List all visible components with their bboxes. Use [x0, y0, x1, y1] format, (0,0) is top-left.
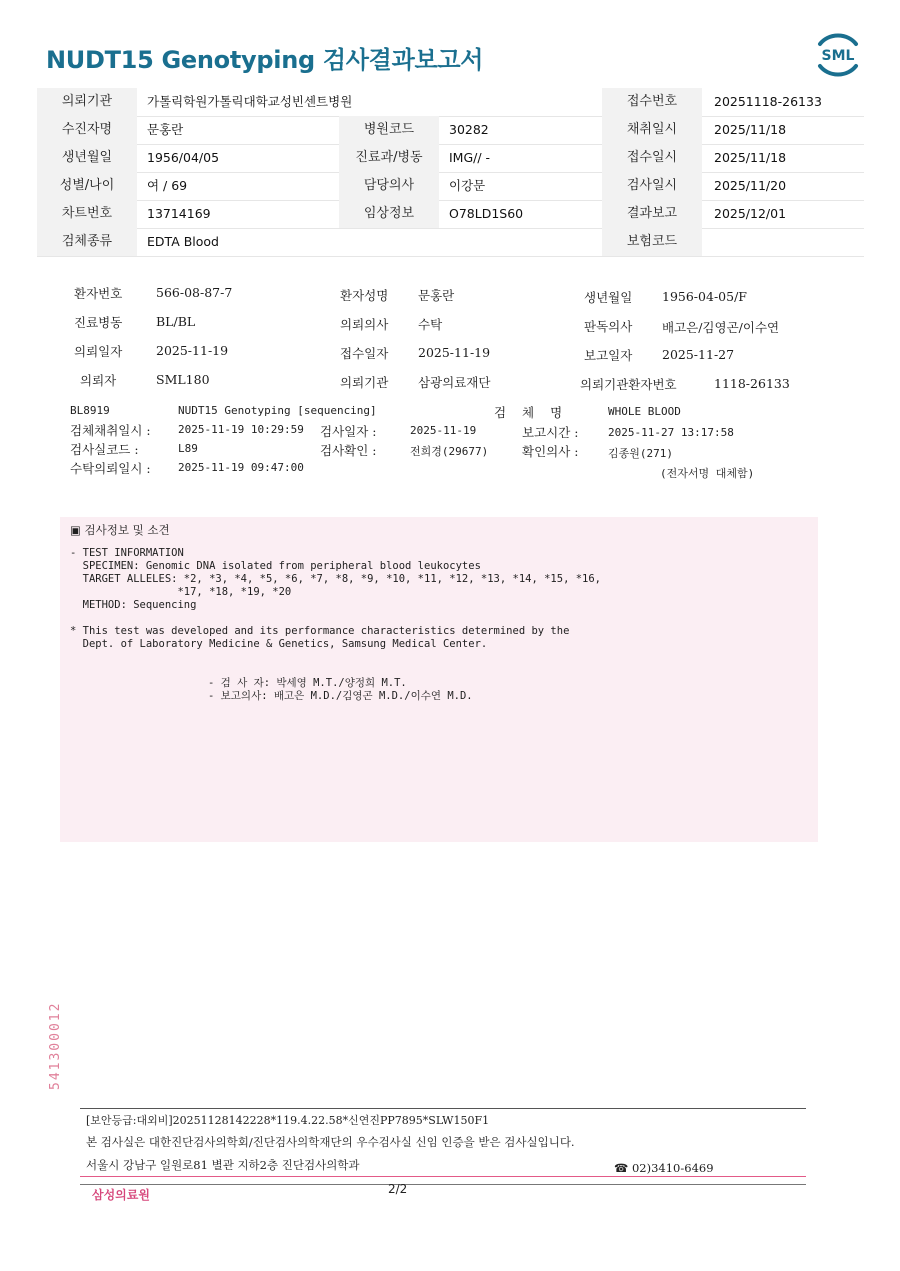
test-code: BL8919 — [70, 404, 110, 417]
testdate-label: 검사일자 : — [320, 424, 377, 439]
header-label: 의뢰기관 — [37, 88, 137, 116]
header-label: 임상정보 — [339, 200, 439, 228]
labcode-label: 검사실코드 : — [70, 442, 139, 457]
header-value: 2025/12/01 — [714, 206, 787, 221]
footer-bottom-line — [80, 1184, 806, 1185]
patient-label: 의뢰기관 — [340, 375, 389, 390]
patient-value: BL/BL — [156, 314, 196, 329]
svg-text:SML: SML — [821, 48, 855, 64]
findings-sign: - 보고의사: 배고은 M.D./김영곤 M.D./이수연 M.D. — [208, 690, 473, 702]
patient-label: 의뢰기관환자번호 — [580, 377, 677, 392]
header-value: O78LD1S60 — [449, 206, 524, 221]
security-line: [보안등급:대외비]20251128142228*119.4.22.58*신연진PP7895*SLW150F1 — [86, 1114, 490, 1127]
confirm-value: 전희경(29677) — [410, 445, 489, 458]
header-label: 검사일시 — [602, 172, 702, 200]
patient-label: 의뢰의사 — [340, 317, 389, 332]
findings-heading: ▣ 검사정보 및 소견 — [70, 523, 170, 537]
header-value: IMG// - — [449, 150, 491, 165]
header-value: 2025/11/18 — [714, 150, 787, 165]
findings-line: SPECIMEN: Genomic DNA isolated from peripheral blood leukocytes — [70, 560, 481, 572]
patient-label: 보고일자 — [584, 348, 633, 363]
findings-box — [60, 517, 818, 842]
labcode-value: L89 — [178, 442, 198, 455]
header-row — [37, 228, 864, 257]
confirm-label: 검사확인 : — [320, 443, 377, 458]
header-label: 검체종류 — [37, 228, 137, 256]
findings-line: * This test was developed and its performance characteristics determined by the — [70, 625, 570, 637]
esign-note: (전자서명 대체함) — [660, 467, 755, 480]
header-value: 여 / 69 — [147, 178, 188, 193]
header-value: 문홍란 — [147, 122, 184, 137]
consign-label: 수탁의뢰일시 : — [70, 461, 151, 476]
header-label: 수진자명 — [37, 116, 137, 144]
page-number: 2/2 — [388, 1182, 408, 1196]
patient-value: 수탁 — [418, 317, 443, 332]
specimen-value: WHOLE BLOOD — [608, 405, 681, 418]
header-label: 보험코드 — [602, 228, 702, 256]
header-row — [37, 144, 864, 173]
patient-value: SML180 — [156, 372, 210, 387]
header-label: 진료과/병동 — [339, 144, 439, 172]
header-label: 생년월일 — [37, 144, 137, 172]
doctor-label: 확인의사 : — [522, 444, 579, 459]
patient-value: 566-08-87-7 — [156, 285, 233, 300]
header-label: 채취일시 — [602, 116, 702, 144]
footer-divider — [80, 1108, 806, 1109]
patient-value: 배고은/김영곤/이수연 — [662, 320, 780, 335]
header-label: 성별/나이 — [37, 172, 137, 200]
header-value: 이강문 — [449, 178, 486, 193]
header-label: 결과보고 — [602, 200, 702, 228]
findings-line: *17, *18, *19, *20 — [70, 586, 292, 598]
header-value: EDTA Blood — [147, 234, 219, 249]
footer-pink-line — [80, 1176, 806, 1177]
patient-value: 문홍란 — [418, 288, 455, 303]
patient-label: 접수일자 — [340, 346, 389, 361]
patient-label: 환자번호 — [74, 286, 123, 301]
header-value: 20251118-26133 — [714, 94, 822, 109]
collect-value: 2025-11-19 10:29:59 — [178, 423, 304, 436]
side-serial-number: 541300012 — [48, 1001, 63, 1090]
hospital-name: 삼성의료원 — [92, 1188, 150, 1202]
header-label: 담당의사 — [339, 172, 439, 200]
sml-logo — [812, 30, 864, 78]
header-label: 접수번호 — [602, 88, 702, 116]
header-label: 접수일시 — [602, 144, 702, 172]
header-value — [704, 228, 864, 256]
header-label: 병원코드 — [339, 116, 439, 144]
patient-value: 1118-26133 — [714, 376, 790, 391]
testdate-value: 2025-11-19 — [410, 424, 477, 437]
header-row — [37, 116, 864, 145]
header-value: 13714169 — [147, 206, 211, 221]
patient-label: 진료병동 — [74, 315, 123, 330]
header-row — [37, 200, 864, 229]
specimen-label: 검 체 명 — [494, 405, 569, 420]
header-value: 2025/11/18 — [714, 122, 787, 137]
report-title: NUDT15 Genotyping 검사결과보고서 — [46, 46, 484, 74]
collect-label: 검체채취일시 : — [70, 423, 151, 438]
patient-label: 환자성명 — [340, 288, 389, 303]
findings-line: TARGET ALLELES: *2, *3, *4, *5, *6, *7, *8, *9, *10, *11, *12, *13, *14, *15, *16, — [70, 573, 602, 585]
reporttime-value: 2025-11-27 13:17:58 — [608, 426, 734, 439]
patient-value: 2025-11-19 — [156, 343, 229, 358]
test-name: NUDT15 Genotyping [sequencing] — [178, 404, 377, 417]
header-value: 1956/04/05 — [147, 150, 220, 165]
reporttime-label: 보고시간 : — [522, 425, 579, 440]
header-label: 차트번호 — [37, 200, 137, 228]
patient-label: 판독의사 — [584, 319, 633, 334]
patient-value: 2025-11-27 — [662, 347, 735, 362]
findings-line: Dept. of Laboratory Medicine & Genetics, Samsung Medical Center. — [70, 638, 488, 650]
certification-note: 본 검사실은 대한진단검사의학회/진단검사의학재단의 우수검사실 신임 인증을 받은 검사실입니다. — [86, 1135, 575, 1149]
phone: ☎ 02)3410-6469 — [614, 1161, 714, 1175]
patient-label: 의뢰일자 — [74, 344, 123, 359]
findings-sign: - 검 사 자: 박세영 M.T./양정희 M.T. — [208, 677, 407, 689]
address: 서울시 강남구 일원로81 별관 지하2층 진단검사의학과 — [86, 1158, 360, 1172]
patient-value: 2025-11-19 — [418, 345, 491, 360]
header-value: 가톨릭학원가톨릭대학교성빈센트병원 — [147, 94, 353, 109]
header-row — [37, 88, 864, 117]
patient-label: 의뢰자 — [80, 373, 117, 388]
findings-line: METHOD: Sequencing — [70, 599, 197, 611]
findings-line: - TEST INFORMATION — [70, 547, 184, 559]
doctor-value: 김종원(271) — [608, 447, 673, 460]
patient-label: 생년월일 — [584, 290, 633, 305]
header-row — [37, 172, 864, 201]
patient-value: 삼광의료재단 — [418, 375, 491, 390]
patient-value: 1956-04-05/F — [662, 289, 747, 304]
header-value: 2025/11/20 — [714, 178, 787, 193]
header-value: 30282 — [449, 122, 489, 137]
consign-value: 2025-11-19 09:47:00 — [178, 461, 304, 474]
